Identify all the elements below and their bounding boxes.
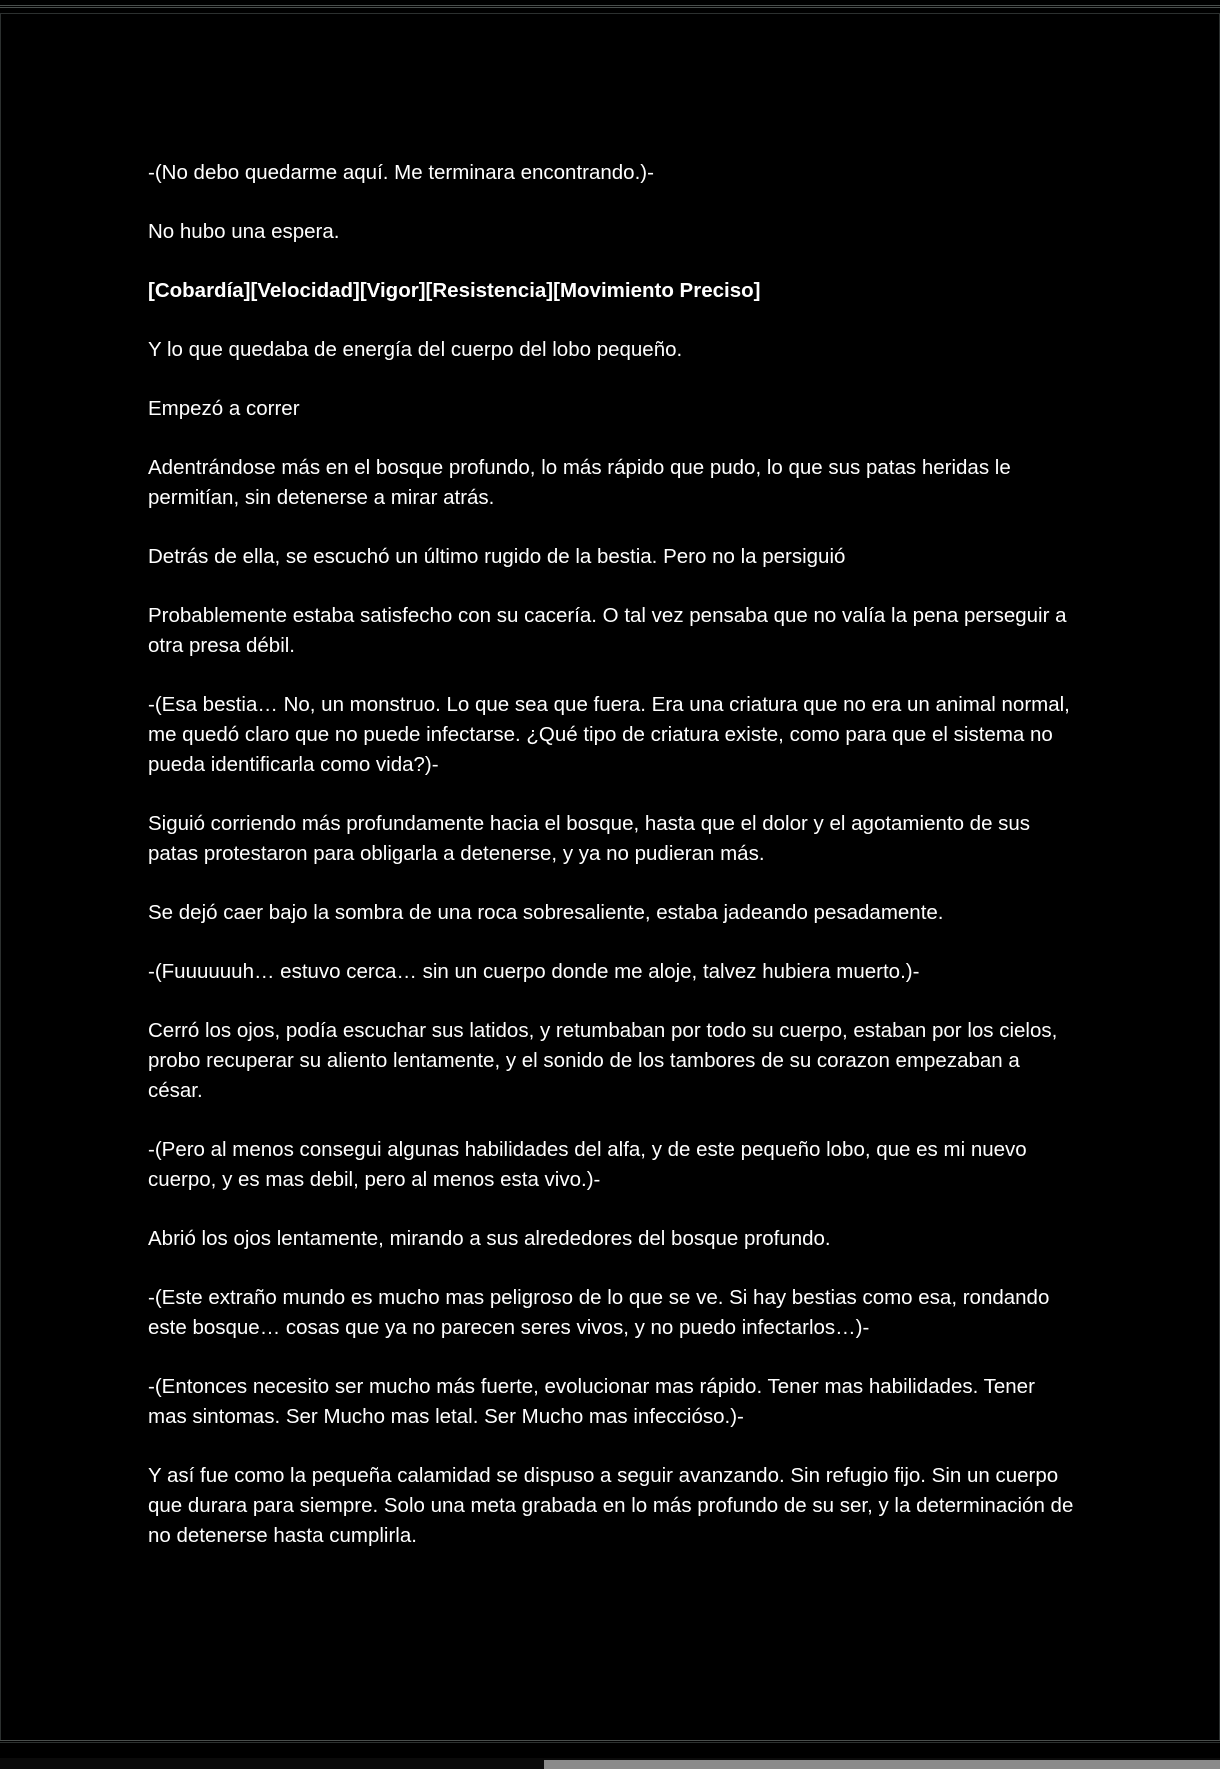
story-paragraph: No hubo una espera. [148,220,340,243]
story-paragraph: Cerró los ojos, podía escuchar sus latidos, y retumbaban por todo su cuerpo, estaban por los cielos, probo recuperar su aliento lentamente, y el sonido de los tambores de su corazon empezaban a césar. [148,1019,1058,1102]
left-border [0,13,1,1741]
story-paragraph: -(Este extraño mundo es mucho mas peligroso de lo que se ve. Si hay bestias como esa, rondando este bosque… cosas que ya no parecen seres vivos, y no puedo infectarlos…)- [148,1286,1050,1339]
story-paragraph: -(Pero al menos consegui algunas habilidades del alfa, y de este pequeño lobo, que es mi nuevo cuerpo, y es mas debil, pero al menos esta vivo.)- [148,1138,1027,1191]
story-paragraph: Probablemente estaba satisfecho con su cacería. O tal vez pensaba que no valía la pena perseguir a otra presa débil. [148,604,1067,657]
story-paragraph: Abrió los ojos lentamente, mirando a sus alrededores del bosque profundo. [148,1227,831,1250]
story-paragraph: -(No debo quedarme aquí. Me terminara encontrando.)- [148,161,654,184]
story-paragraph: Y lo que quedaba de energía del cuerpo del lobo pequeño. [148,338,683,361]
story-paragraph: -(Entonces necesito ser mucho más fuerte, evolucionar mas rápido. Tener mas habilidades. Tener mas sintomas. Ser Mucho mas letal. Ser Mucho mas infeccióso.)- [148,1375,1035,1428]
story-paragraph: Detrás de ella, se escuchó un último rugido de la bestia. Pero no la persiguió [148,545,846,568]
story-paragraph: Se dejó caer bajo la sombra de una roca sobresaliente, estaba jadeando pesadamente. [148,901,944,924]
story-paragraph: Adentrándose más en el bosque profundo, lo más rápido que pudo, lo que sus patas heridas le permitían, sin detenerse a mirar atrás. [148,456,1011,509]
story-paragraph: Y así fue como la pequeña calamidad se dispuso a seguir avanzando. Sin refugio fijo. Sin un cuerpo que durara para siempre. Solo una meta grabada en lo más profundo de su ser, y la determinación de no detenerse hasta cumplirla. [148,1464,1074,1547]
bottom-border [0,1740,1220,1743]
story-paragraph: Empezó a correr [148,397,300,420]
story-paragraph: -(Fuuuuuuh… estuvo cerca… sin un cuerpo donde me aloje, talvez hubiera muerto.)- [148,960,920,983]
story-paragraph: Siguió corriendo más profundamente hacia el bosque, hasta que el dolor y el agotamiento de sus patas protestaron para obligarla a detenerse, y ya no pudieran más. [148,812,1031,865]
top-border [0,5,1220,8]
skills-list: [Cobardía][Velocidad][Vigor][Resistencia][Movimiento Preciso] [148,279,761,302]
story-paragraph: -(Esa bestia… No, un monstruo. Lo que sea que fuera. Era una criatura que no era un animal normal, me quedó claro que no puede infectarse. ¿Qué tipo de criatura existe, como para que el sistema no pueda identificarla como vida?)- [148,693,1070,776]
top-divider [0,13,1220,14]
scrollbar-thumb[interactable] [544,1760,1220,1769]
story-text [148,158,1078,1580]
